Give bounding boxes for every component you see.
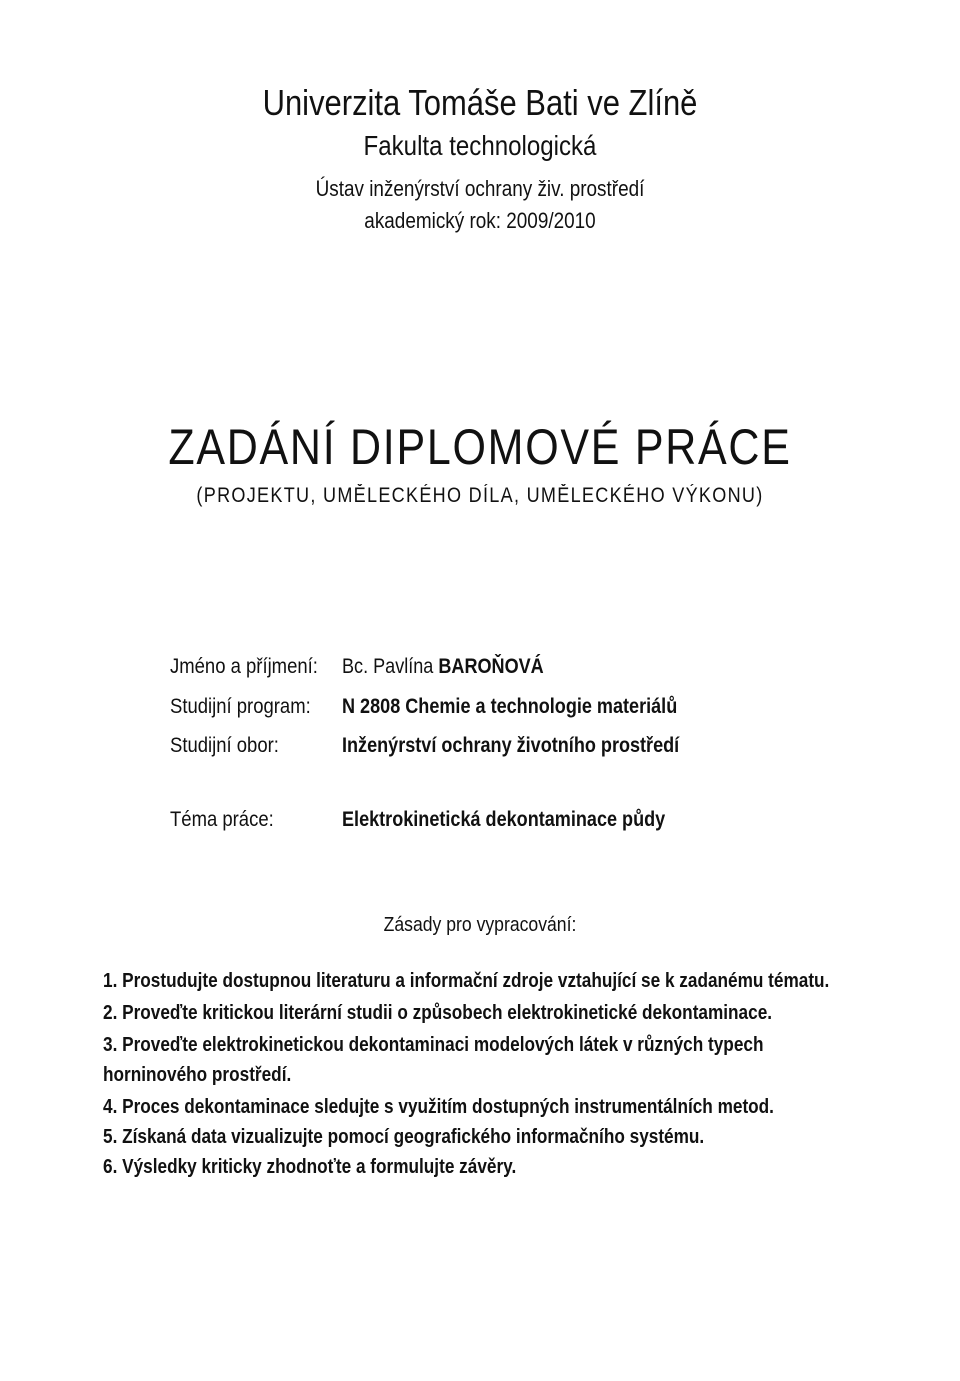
academic-year: akademický rok: 2009/2010 bbox=[364, 208, 596, 233]
guideline-item: 1. Prostudujte dostupnou literaturu a informační zdroje vztahující se k zadanému tématu. bbox=[103, 970, 830, 992]
guideline-item: 6. Výsledky kriticky zhodnoťte a formulujte závěry. bbox=[103, 1156, 517, 1178]
university-name: Univerzita Tomáše Bati ve Zlíně bbox=[262, 82, 698, 123]
guideline-item: 4. Proces dekontaminace sledujte s využitím dostupných instrumentálních metod. bbox=[103, 1096, 774, 1118]
topic-label: Téma práce: bbox=[170, 808, 274, 831]
guideline-item: 3. Proveďte elektrokinetickou dekontaminaci modelových látek v různých typech bbox=[103, 1034, 764, 1056]
institute-name: Ústav inženýrství ochrany živ. prostředí bbox=[315, 176, 645, 201]
topic-value: Elektrokinetická dekontaminace půdy bbox=[342, 808, 666, 831]
document-title: ZADÁNÍ DIPLOMOVÉ PRÁCE bbox=[168, 419, 792, 475]
name-surname: BAROŇOVÁ bbox=[438, 655, 544, 678]
faculty-name: Fakulta technologická bbox=[363, 130, 597, 161]
name-label: Jméno a příjmení: bbox=[170, 655, 318, 678]
name-value bbox=[342, 655, 544, 679]
guideline-item: 5. Získaná data vizualizujte pomocí geografického informačního systému. bbox=[103, 1126, 705, 1148]
field-label: Studijní obor: bbox=[170, 734, 279, 757]
guideline-item-continuation: horninového prostředí. bbox=[103, 1064, 292, 1086]
field-value: Inženýrství ochrany životního prostředí bbox=[342, 734, 680, 757]
program-value: N 2808 Chemie a technologie materiálů bbox=[342, 695, 678, 718]
program-label: Studijní program: bbox=[170, 695, 311, 718]
document-subtitle: (PROJEKTU, UMĚLECKÉHO DÍLA, UMĚLECKÉHO VÝKONU) bbox=[196, 484, 764, 507]
guideline-item: 2. Proveďte kritickou literární studii o způsobech elektrokinetické dekontaminace. bbox=[103, 1002, 773, 1024]
guidelines-heading: Zásady pro vypracování: bbox=[383, 914, 577, 936]
name-title: Bc. Pavlína bbox=[342, 655, 439, 678]
